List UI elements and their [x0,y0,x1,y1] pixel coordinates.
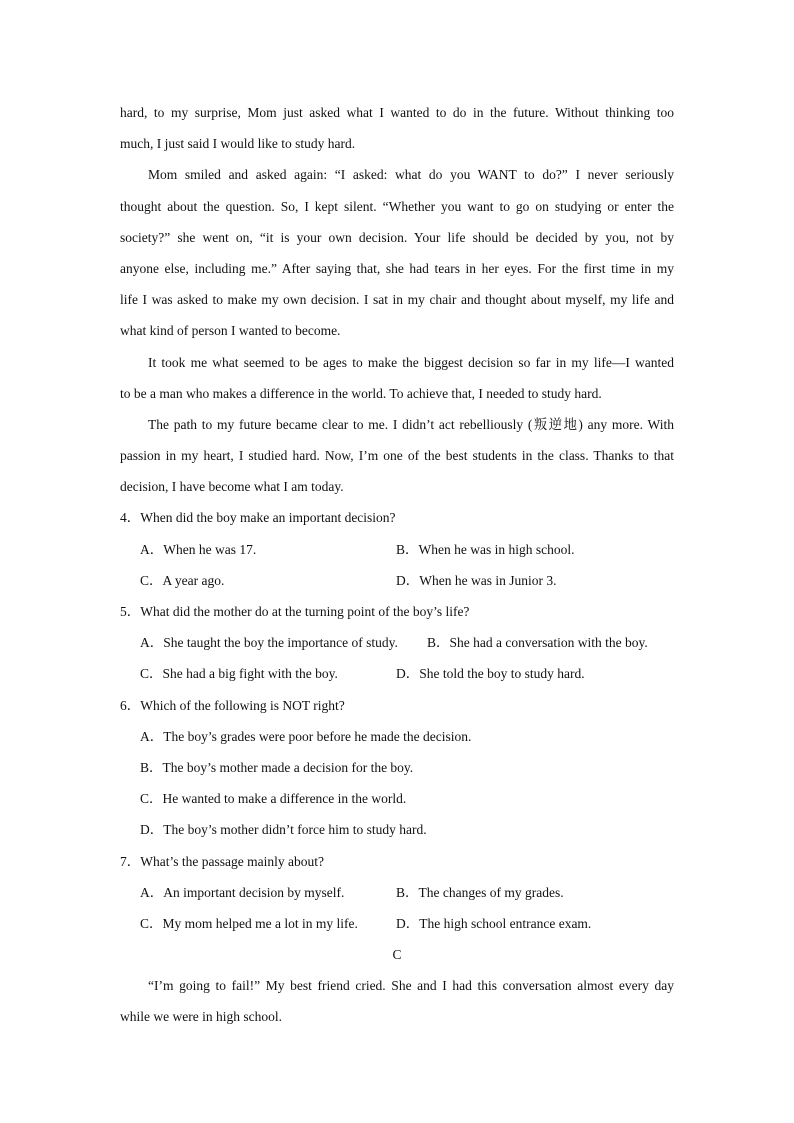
passage-paragraph [120,159,674,346]
passage-paragraph [120,970,674,1032]
question-stem: 7．What’s the passage mainly about? [120,853,324,869]
question-6 [120,690,674,846]
option-c[interactable]: C．He wanted to make a difference in the world. [140,791,407,807]
question-stem: 5．What did the mother do at the turning point of the boy’s life? [120,604,470,619]
option-a[interactable]: A．When he was 17. [140,541,257,557]
passage-paragraph [120,97,674,159]
text-line: to be a man who makes a difference in the world. To achieve that, I needed to study hard. [120,385,602,401]
text-line: hard, to my surprise, Mom just asked what I wanted to do in the future. Without thinking too [120,105,674,120]
option-b[interactable]: B．When he was in high school. [396,541,575,557]
text-line: much, I just said I would like to study hard. [120,136,356,152]
text-line: society?” she went on, “it is your own decision. Your life should be decided by you, not by [120,229,674,245]
option-d[interactable]: D．When he was in Junior 3. [396,572,557,588]
text-line: anyone else, including me.” After saying that, she had tears in her eyes. For the first time in my [120,260,674,276]
text-line: what kind of person I wanted to become. [120,323,341,339]
option-a[interactable]: A．The boy’s grades were poor before he made the decision. [140,728,472,744]
question-5 [120,596,674,690]
option-d[interactable]: D．She told the boy to study hard. [396,666,585,682]
option-row [120,658,674,689]
text-line: decision, I have become what I am today. [120,479,344,495]
text-line: The path to my future became clear to me. I didn’t act rebelliously (叛逆地) any more. With [148,416,674,432]
passage-paragraph [120,409,674,503]
text-line: “I’m going to fail!” My best friend cried. She and I had this conversation almost every day [148,978,674,994]
option-row [120,534,674,565]
text-line: It took me what seemed to be ages to make the biggest decision so far in my life—I wanted [148,354,674,370]
question-4 [120,502,674,596]
text-line: while we were in high school. [120,1009,282,1025]
question-stem: 6．Which of the following is NOT right? [120,697,345,713]
option-b[interactable]: B．The boy’s mother made a decision for the boy. [140,759,414,775]
option-row [120,908,674,939]
option-a[interactable]: A．She taught the boy the importance of study. [140,635,398,651]
text-line: passion in my heart, I studied hard. Now, I’m one of the best students in the class. Thanks to that [120,448,674,464]
option-c[interactable]: C．She had a big fight with the boy. [140,666,338,682]
option-d[interactable]: D．The boy’s mother didn’t force him to study hard. [140,822,427,838]
option-c[interactable]: C．A year ago. [140,572,225,588]
text-line: life I was asked to make my own decision. I sat in my chair and thought about myself, my life and [120,292,674,308]
option-a[interactable]: A．An important decision by myself. [140,884,345,900]
option-row [120,877,674,908]
text-line: thought about the question. So, I kept silent. “Whether you want to go on studying or enter the [120,198,674,214]
option-c[interactable]: C．My mom helped me a lot in my life. [140,915,358,931]
document-page [120,97,674,1033]
text-line: Mom smiled and asked again: “I asked: what do you WANT to do?” I never seriously [148,167,674,183]
option-b[interactable]: B．The changes of my grades. [396,884,564,900]
option-b[interactable]: B．She had a conversation with the boy. [427,635,648,651]
question-7 [120,846,674,940]
section-heading: C [392,947,402,963]
question-stem: 4．When did the boy make an important decision? [120,510,396,526]
passage-paragraph [120,347,674,409]
option-d[interactable]: D．The high school entrance exam. [396,915,592,931]
option-row [120,565,674,596]
option-row [120,627,674,658]
